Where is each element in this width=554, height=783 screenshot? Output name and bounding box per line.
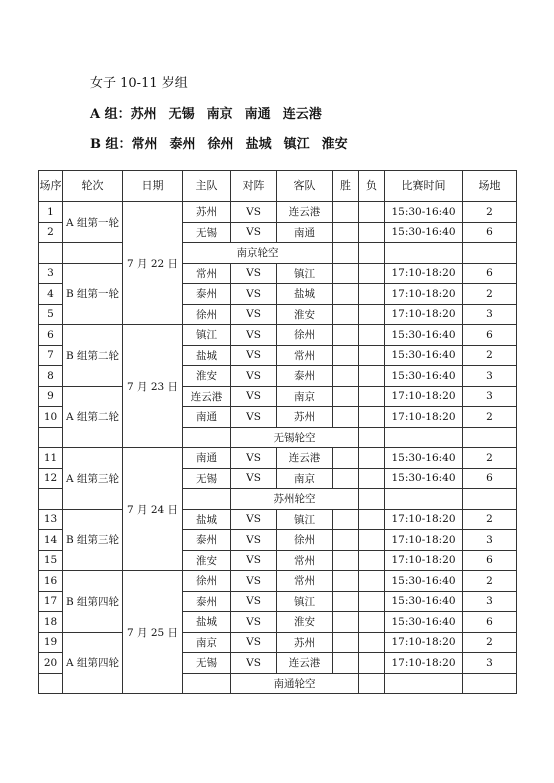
cell-time: 15:30-16:40 <box>385 468 463 489</box>
cell-venue: 6 <box>463 612 517 633</box>
cell-loss <box>359 591 385 612</box>
cell-vs: VS <box>231 325 277 346</box>
cell-loss <box>359 407 385 428</box>
cell-away: 南通 <box>277 222 333 243</box>
group-team: 镇江 <box>283 137 310 152</box>
group-team: 南通 <box>244 107 271 122</box>
cell-venue: 3 <box>463 304 517 325</box>
cell-home: 盐城 <box>183 345 231 366</box>
cell-win <box>333 653 359 674</box>
cell-loss <box>359 386 385 407</box>
header-win: 胜 <box>333 171 359 202</box>
table-row <box>39 263 517 284</box>
cell-away: 连云港 <box>277 448 333 469</box>
cell-time: 15:30-16:40 <box>385 345 463 366</box>
cell-time: 15:30-16:40 <box>385 222 463 243</box>
cell-loss <box>359 612 385 633</box>
cell-time <box>463 427 517 448</box>
cell-away: 泰州 <box>277 366 333 387</box>
cell-win <box>333 632 359 653</box>
cell-away: 镇江 <box>277 591 333 612</box>
cell-venue: 6 <box>463 263 517 284</box>
cell-vs: VS <box>231 202 277 223</box>
cell-vs: VS <box>231 632 277 653</box>
group-team: 盐城 <box>245 137 272 152</box>
cell-vs: VS <box>231 222 277 243</box>
cell-venue: 6 <box>463 468 517 489</box>
cell-time: 17:10-18:20 <box>385 407 463 428</box>
cell-loss <box>359 325 385 346</box>
cell-home: 徐州 <box>183 571 231 592</box>
cell-home: 淮安 <box>183 366 231 387</box>
cell-away: 徐州 <box>277 325 333 346</box>
cell-seq: 17 <box>39 591 63 612</box>
cell-home: 南通 <box>183 407 231 428</box>
header-vs: 对阵 <box>231 171 277 202</box>
table-row <box>39 386 517 407</box>
cell-win <box>333 263 359 284</box>
cell-vs: VS <box>231 612 277 633</box>
cell-venue: 2 <box>463 632 517 653</box>
cell-loss <box>359 530 385 551</box>
group-label: B 组： <box>90 137 132 152</box>
table-header-row <box>39 171 517 202</box>
cell-away: 常州 <box>277 550 333 571</box>
cell-time: 15:30-16:40 <box>385 325 463 346</box>
schedule-table <box>38 170 517 694</box>
cell-win <box>333 345 359 366</box>
group-team: 常州 <box>131 137 158 152</box>
cell-vs: VS <box>231 571 277 592</box>
cell-win <box>359 673 385 694</box>
cell-time: 17:10-18:20 <box>385 509 463 530</box>
cell-win <box>333 243 359 264</box>
cell-home: 镇江 <box>183 325 231 346</box>
cell-venue: 2 <box>463 407 517 428</box>
table-row <box>39 325 517 346</box>
cell-win <box>333 468 359 489</box>
cell-win <box>333 284 359 305</box>
cell-time <box>463 673 517 694</box>
header-home: 主队 <box>183 171 231 202</box>
cell-home: 淮安 <box>183 550 231 571</box>
cell-time <box>385 243 463 264</box>
cell-seq: 16 <box>39 571 63 592</box>
cell-round <box>63 243 123 264</box>
page-title: 女子 10-11 岁组 <box>90 76 188 91</box>
cell-bye: 苏州轮空 <box>231 489 359 510</box>
cell-home: 盐城 <box>183 612 231 633</box>
cell-seq <box>39 489 63 510</box>
cell-vs: VS <box>231 284 277 305</box>
cell-time: 17:10-18:20 <box>385 386 463 407</box>
cell-time: 17:10-18:20 <box>385 284 463 305</box>
cell-loss <box>359 571 385 592</box>
cell-vs: VS <box>231 468 277 489</box>
cell-home: 盐城 <box>183 509 231 530</box>
cell-loss <box>359 243 385 264</box>
cell-vs: VS <box>231 345 277 366</box>
cell-round: B 组第三轮 <box>63 509 123 571</box>
cell-away: 盐城 <box>277 284 333 305</box>
cell-win <box>359 489 385 510</box>
cell-win <box>333 222 359 243</box>
cell-seq <box>39 243 63 264</box>
cell-home: 连云港 <box>183 386 231 407</box>
cell-venue: 2 <box>463 571 517 592</box>
cell-win <box>333 325 359 346</box>
group-team: 淮安 <box>321 137 348 152</box>
cell-venue: 6 <box>463 222 517 243</box>
cell-venue: 2 <box>463 509 517 530</box>
cell-loss <box>359 550 385 571</box>
cell-loss <box>359 509 385 530</box>
cell-loss <box>359 284 385 305</box>
cell-home: 苏州 <box>183 202 231 223</box>
cell-round: A 组第四轮 <box>63 632 123 694</box>
cell-loss <box>359 202 385 223</box>
cell-seq: 14 <box>39 530 63 551</box>
header-venue: 场地 <box>463 171 517 202</box>
cell-loss <box>359 468 385 489</box>
cell-home: 南通 <box>183 448 231 469</box>
cell-vs: VS <box>231 448 277 469</box>
cell-home: 南京 <box>183 632 231 653</box>
cell-away: 常州 <box>277 345 333 366</box>
cell-venue: 3 <box>463 653 517 674</box>
cell-win <box>333 612 359 633</box>
cell-bye: 南通轮空 <box>231 673 359 694</box>
cell-away: 连云港 <box>277 653 333 674</box>
cell-vs: VS <box>231 591 277 612</box>
cell-away: 镇江 <box>277 509 333 530</box>
cell-vs: VS <box>231 407 277 428</box>
cell-seq: 13 <box>39 509 63 530</box>
cell-time: 15:30-16:40 <box>385 571 463 592</box>
cell-home: 泰州 <box>183 284 231 305</box>
cell-vs: VS <box>231 304 277 325</box>
group-label: A 组： <box>90 107 131 122</box>
cell-venue: 3 <box>463 591 517 612</box>
cell-time: 15:30-16:40 <box>385 612 463 633</box>
cell-seq: 11 <box>39 448 63 469</box>
cell-home: 徐州 <box>183 304 231 325</box>
cell-seq: 12 <box>39 468 63 489</box>
cell-round: B 组第一轮 <box>63 263 123 325</box>
cell-away: 常州 <box>277 571 333 592</box>
cell-date: 7 月 22 日 <box>123 202 183 325</box>
cell-time: 15:30-16:40 <box>385 448 463 469</box>
cell-round: A 组第二轮 <box>63 386 123 448</box>
cell-date: 7 月 25 日 <box>123 571 183 694</box>
cell-win <box>333 386 359 407</box>
cell-win <box>333 202 359 223</box>
cell-round: A 组第三轮 <box>63 448 123 510</box>
cell-seq: 20 <box>39 653 63 674</box>
header-time: 比赛时间 <box>385 171 463 202</box>
cell-round: B 组第二轮 <box>63 325 123 387</box>
cell-time: 17:10-18:20 <box>385 653 463 674</box>
cell-loss <box>385 673 463 694</box>
cell-home: 泰州 <box>183 530 231 551</box>
cell-seq: 15 <box>39 550 63 571</box>
group-team: 苏州 <box>130 107 157 122</box>
cell-seq: 3 <box>39 263 63 284</box>
cell-vs: VS <box>231 530 277 551</box>
bye-row <box>39 243 517 264</box>
cell-venue: 2 <box>463 284 517 305</box>
cell-home: 常州 <box>183 263 231 284</box>
group-team: 无锡 <box>168 107 195 122</box>
table-row <box>39 509 517 530</box>
cell-round <box>183 489 231 510</box>
cell-away: 苏州 <box>277 632 333 653</box>
cell-venue: 6 <box>463 550 517 571</box>
cell-vs: VS <box>231 509 277 530</box>
group-b-line <box>90 133 360 152</box>
cell-venue: 2 <box>463 448 517 469</box>
cell-round <box>183 427 231 448</box>
cell-away: 镇江 <box>277 263 333 284</box>
cell-time <box>463 489 517 510</box>
group-a-line <box>90 103 334 122</box>
cell-round: B 组第四轮 <box>63 571 123 633</box>
cell-loss <box>359 263 385 284</box>
cell-round <box>183 673 231 694</box>
cell-vs: VS <box>231 263 277 284</box>
cell-away: 苏州 <box>277 407 333 428</box>
cell-date: 7 月 24 日 <box>123 448 183 571</box>
cell-seq: 18 <box>39 612 63 633</box>
cell-seq: 7 <box>39 345 63 366</box>
cell-win <box>333 366 359 387</box>
cell-seq: 19 <box>39 632 63 653</box>
cell-venue: 3 <box>463 530 517 551</box>
header-seq: 场序 <box>39 171 63 202</box>
cell-loss <box>385 427 463 448</box>
cell-vs: VS <box>231 550 277 571</box>
cell-win <box>333 530 359 551</box>
cell-away: 南京 <box>277 468 333 489</box>
cell-seq: 6 <box>39 325 63 346</box>
cell-win <box>333 591 359 612</box>
group-team: 泰州 <box>169 137 196 152</box>
cell-seq: 10 <box>39 407 63 428</box>
cell-vs: VS <box>231 653 277 674</box>
cell-time: 15:30-16:40 <box>385 591 463 612</box>
cell-loss <box>359 632 385 653</box>
cell-date: 7 月 23 日 <box>123 325 183 448</box>
cell-time: 17:10-18:20 <box>385 263 463 284</box>
cell-loss <box>359 448 385 469</box>
header-loss: 负 <box>359 171 385 202</box>
cell-seq: 2 <box>39 222 63 243</box>
cell-venue: 2 <box>463 202 517 223</box>
table-row <box>39 448 517 469</box>
cell-win <box>333 509 359 530</box>
header-date: 日期 <box>123 171 183 202</box>
cell-venue: 2 <box>463 345 517 366</box>
table-body <box>39 202 517 694</box>
cell-time: 15:30-16:40 <box>385 202 463 223</box>
cell-seq <box>39 673 63 694</box>
cell-win <box>359 427 385 448</box>
cell-loss <box>359 345 385 366</box>
cell-venue: 3 <box>463 386 517 407</box>
cell-loss <box>359 653 385 674</box>
header-round: 轮次 <box>63 171 123 202</box>
cell-win <box>333 304 359 325</box>
cell-time: 17:10-18:20 <box>385 304 463 325</box>
cell-home: 泰州 <box>183 591 231 612</box>
cell-vs: VS <box>231 386 277 407</box>
cell-bye: 无锡轮空 <box>231 427 359 448</box>
cell-seq: 4 <box>39 284 63 305</box>
table-row <box>39 632 517 653</box>
cell-vs: VS <box>231 366 277 387</box>
cell-seq: 9 <box>39 386 63 407</box>
cell-venue: 6 <box>463 325 517 346</box>
cell-home: 无锡 <box>183 653 231 674</box>
cell-loss <box>385 489 463 510</box>
cell-seq: 1 <box>39 202 63 223</box>
cell-round: A 组第一轮 <box>63 202 123 243</box>
cell-venue <box>463 243 517 264</box>
table-row <box>39 571 517 592</box>
cell-win <box>333 571 359 592</box>
cell-bye: 南京轮空 <box>183 243 333 264</box>
cell-time: 15:30-16:40 <box>385 366 463 387</box>
cell-away: 徐州 <box>277 530 333 551</box>
cell-time: 17:10-18:20 <box>385 632 463 653</box>
cell-time: 17:10-18:20 <box>385 550 463 571</box>
cell-seq <box>39 427 63 448</box>
cell-away: 淮安 <box>277 612 333 633</box>
cell-loss <box>359 222 385 243</box>
cell-home: 无锡 <box>183 222 231 243</box>
group-team: 连云港 <box>282 107 322 122</box>
cell-loss <box>359 366 385 387</box>
cell-time: 17:10-18:20 <box>385 530 463 551</box>
cell-away: 南京 <box>277 386 333 407</box>
cell-venue: 3 <box>463 366 517 387</box>
group-team: 南京 <box>206 107 233 122</box>
header-away: 客队 <box>277 171 333 202</box>
cell-away: 淮安 <box>277 304 333 325</box>
cell-win <box>333 448 359 469</box>
cell-win <box>333 550 359 571</box>
cell-loss <box>359 304 385 325</box>
cell-home: 无锡 <box>183 468 231 489</box>
group-team: 徐州 <box>207 137 234 152</box>
cell-seq: 8 <box>39 366 63 387</box>
cell-seq: 5 <box>39 304 63 325</box>
cell-win <box>333 407 359 428</box>
table-row <box>39 202 517 223</box>
cell-away: 连云港 <box>277 202 333 223</box>
